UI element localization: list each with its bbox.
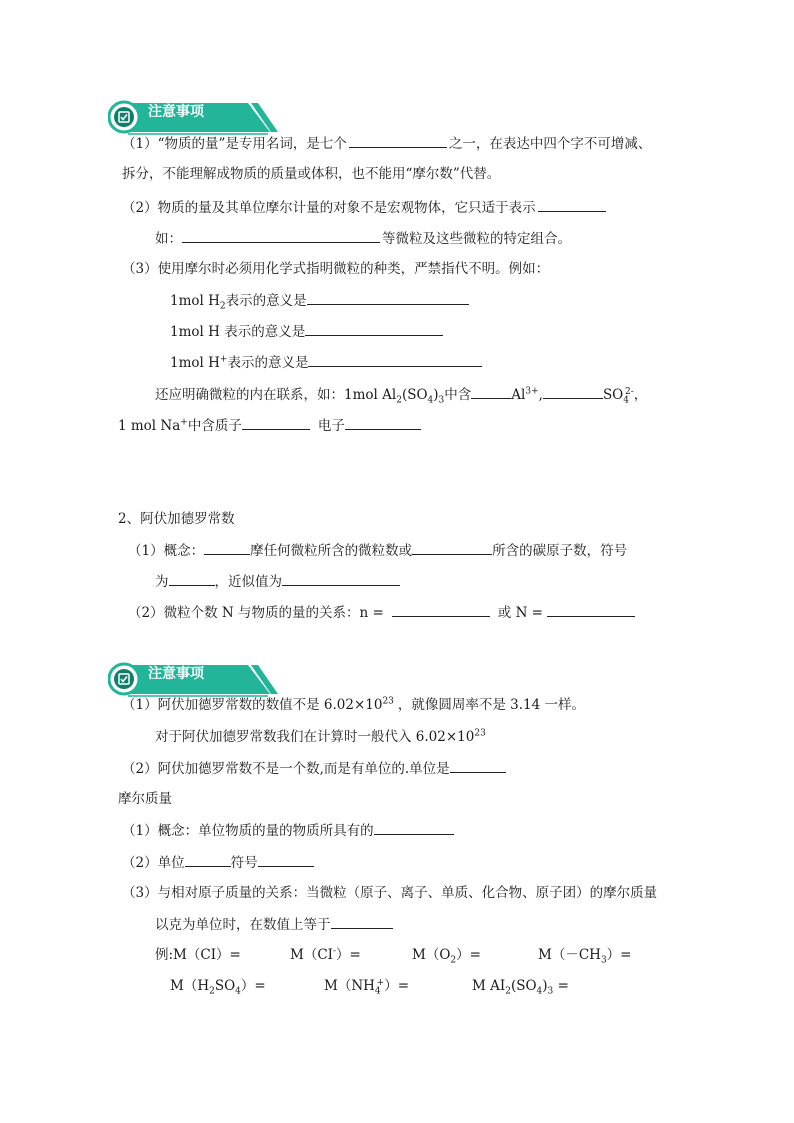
molar-line1: （1）概念：单位物质的量的物质所具有的	[122, 821, 454, 840]
example-m-cl: 例:M（CI）=	[155, 947, 241, 963]
example-m-cl-ion: M（CI-）=	[290, 946, 361, 963]
notice1-line6: 1mol $H_2$表示的意义是	[170, 291, 469, 310]
notice1-line10: 1 mol Na+中含质子 电子	[118, 416, 421, 435]
check-badge-icon	[117, 110, 131, 124]
notice-banner-1	[108, 100, 278, 136]
molar-line3: （3）与相对原子质量的关系：当微粒（原子、离子、单质、化合物、原子团）的摩尔质量	[122, 885, 658, 901]
example-m-o2: $M(O_2)=$	[412, 947, 481, 966]
banner-title: 注意事项	[148, 666, 204, 682]
example-m-al2so43: M $AI_2(SO_4)_3$ =	[472, 978, 569, 997]
notice2-line3: （2）阿伏加德罗常数不是一个数,而是有单位的.单位是	[122, 759, 506, 778]
notice1-line5: （3）使用摩尔时必须用化学式指明微粒的种类，严禁指代不明。例如：	[122, 261, 550, 277]
notice1-line7: 1mol H 表示的意义是	[170, 322, 443, 341]
check-badge-icon	[117, 672, 131, 686]
example-m-nh4: $M(NH_4^+)=$	[324, 977, 410, 997]
notice2-line2: 对于阿伏加德罗常数我们在计算时一般代入 $6.02\times 10^{23}$	[155, 728, 486, 745]
notice2-line1: （1）阿伏加德罗常数的数值不是 $6.02\times 10^{23}$ ，就像圆周率不是 3.14 一样。	[122, 696, 586, 713]
notice1-line2: 拆分，不能理解成物质的质量或体积，也不能用“摩尔数”代替。	[122, 166, 501, 182]
notice1-line8: 1mol H+表示的意义是	[170, 353, 482, 372]
avogadro-heading: 2、阿伏加德罗常数	[118, 511, 235, 527]
avogadro-line2: 为 ，近似值为	[155, 572, 400, 591]
banner-title: 注意事项	[148, 104, 204, 120]
notice1-line4: 如： 等微粒及这些微粒的特定组合。	[155, 231, 571, 247]
molar-heading: 摩尔质量	[118, 791, 172, 807]
example-m-ch3: $M(-CH_3)=$	[538, 947, 632, 966]
avogadro-line1: （1）概念： 摩任何微粒所含的微粒数或 所含的碳原子数，符号	[128, 543, 628, 559]
notice1-line1: （1）“物质的量”是专用名词，是七个 之一，在表达中四个字不可增减、	[122, 136, 652, 152]
molar-line2: （2）单位 符号	[122, 853, 314, 872]
example-m-h2so4: $M(H_2SO_4)=$	[170, 978, 266, 997]
avogadro-line3: （2）微粒个数 N 与物质的量的关系：n = 或 N =	[128, 603, 635, 622]
notice1-line3: （2）物质的量及其单位摩尔计量的对象不是宏观物体，它只适于表示	[122, 198, 606, 217]
molar-line4: 以克为单位时，在数值上等于	[155, 915, 393, 934]
notice1-line9: 还应明确微粒的内在联系，如：1mol $Al_2(SO_4)_3$中含 $Al^{3+}$, $SO_4^{2-}$，	[155, 386, 648, 406]
notice-banner-2	[108, 662, 278, 698]
